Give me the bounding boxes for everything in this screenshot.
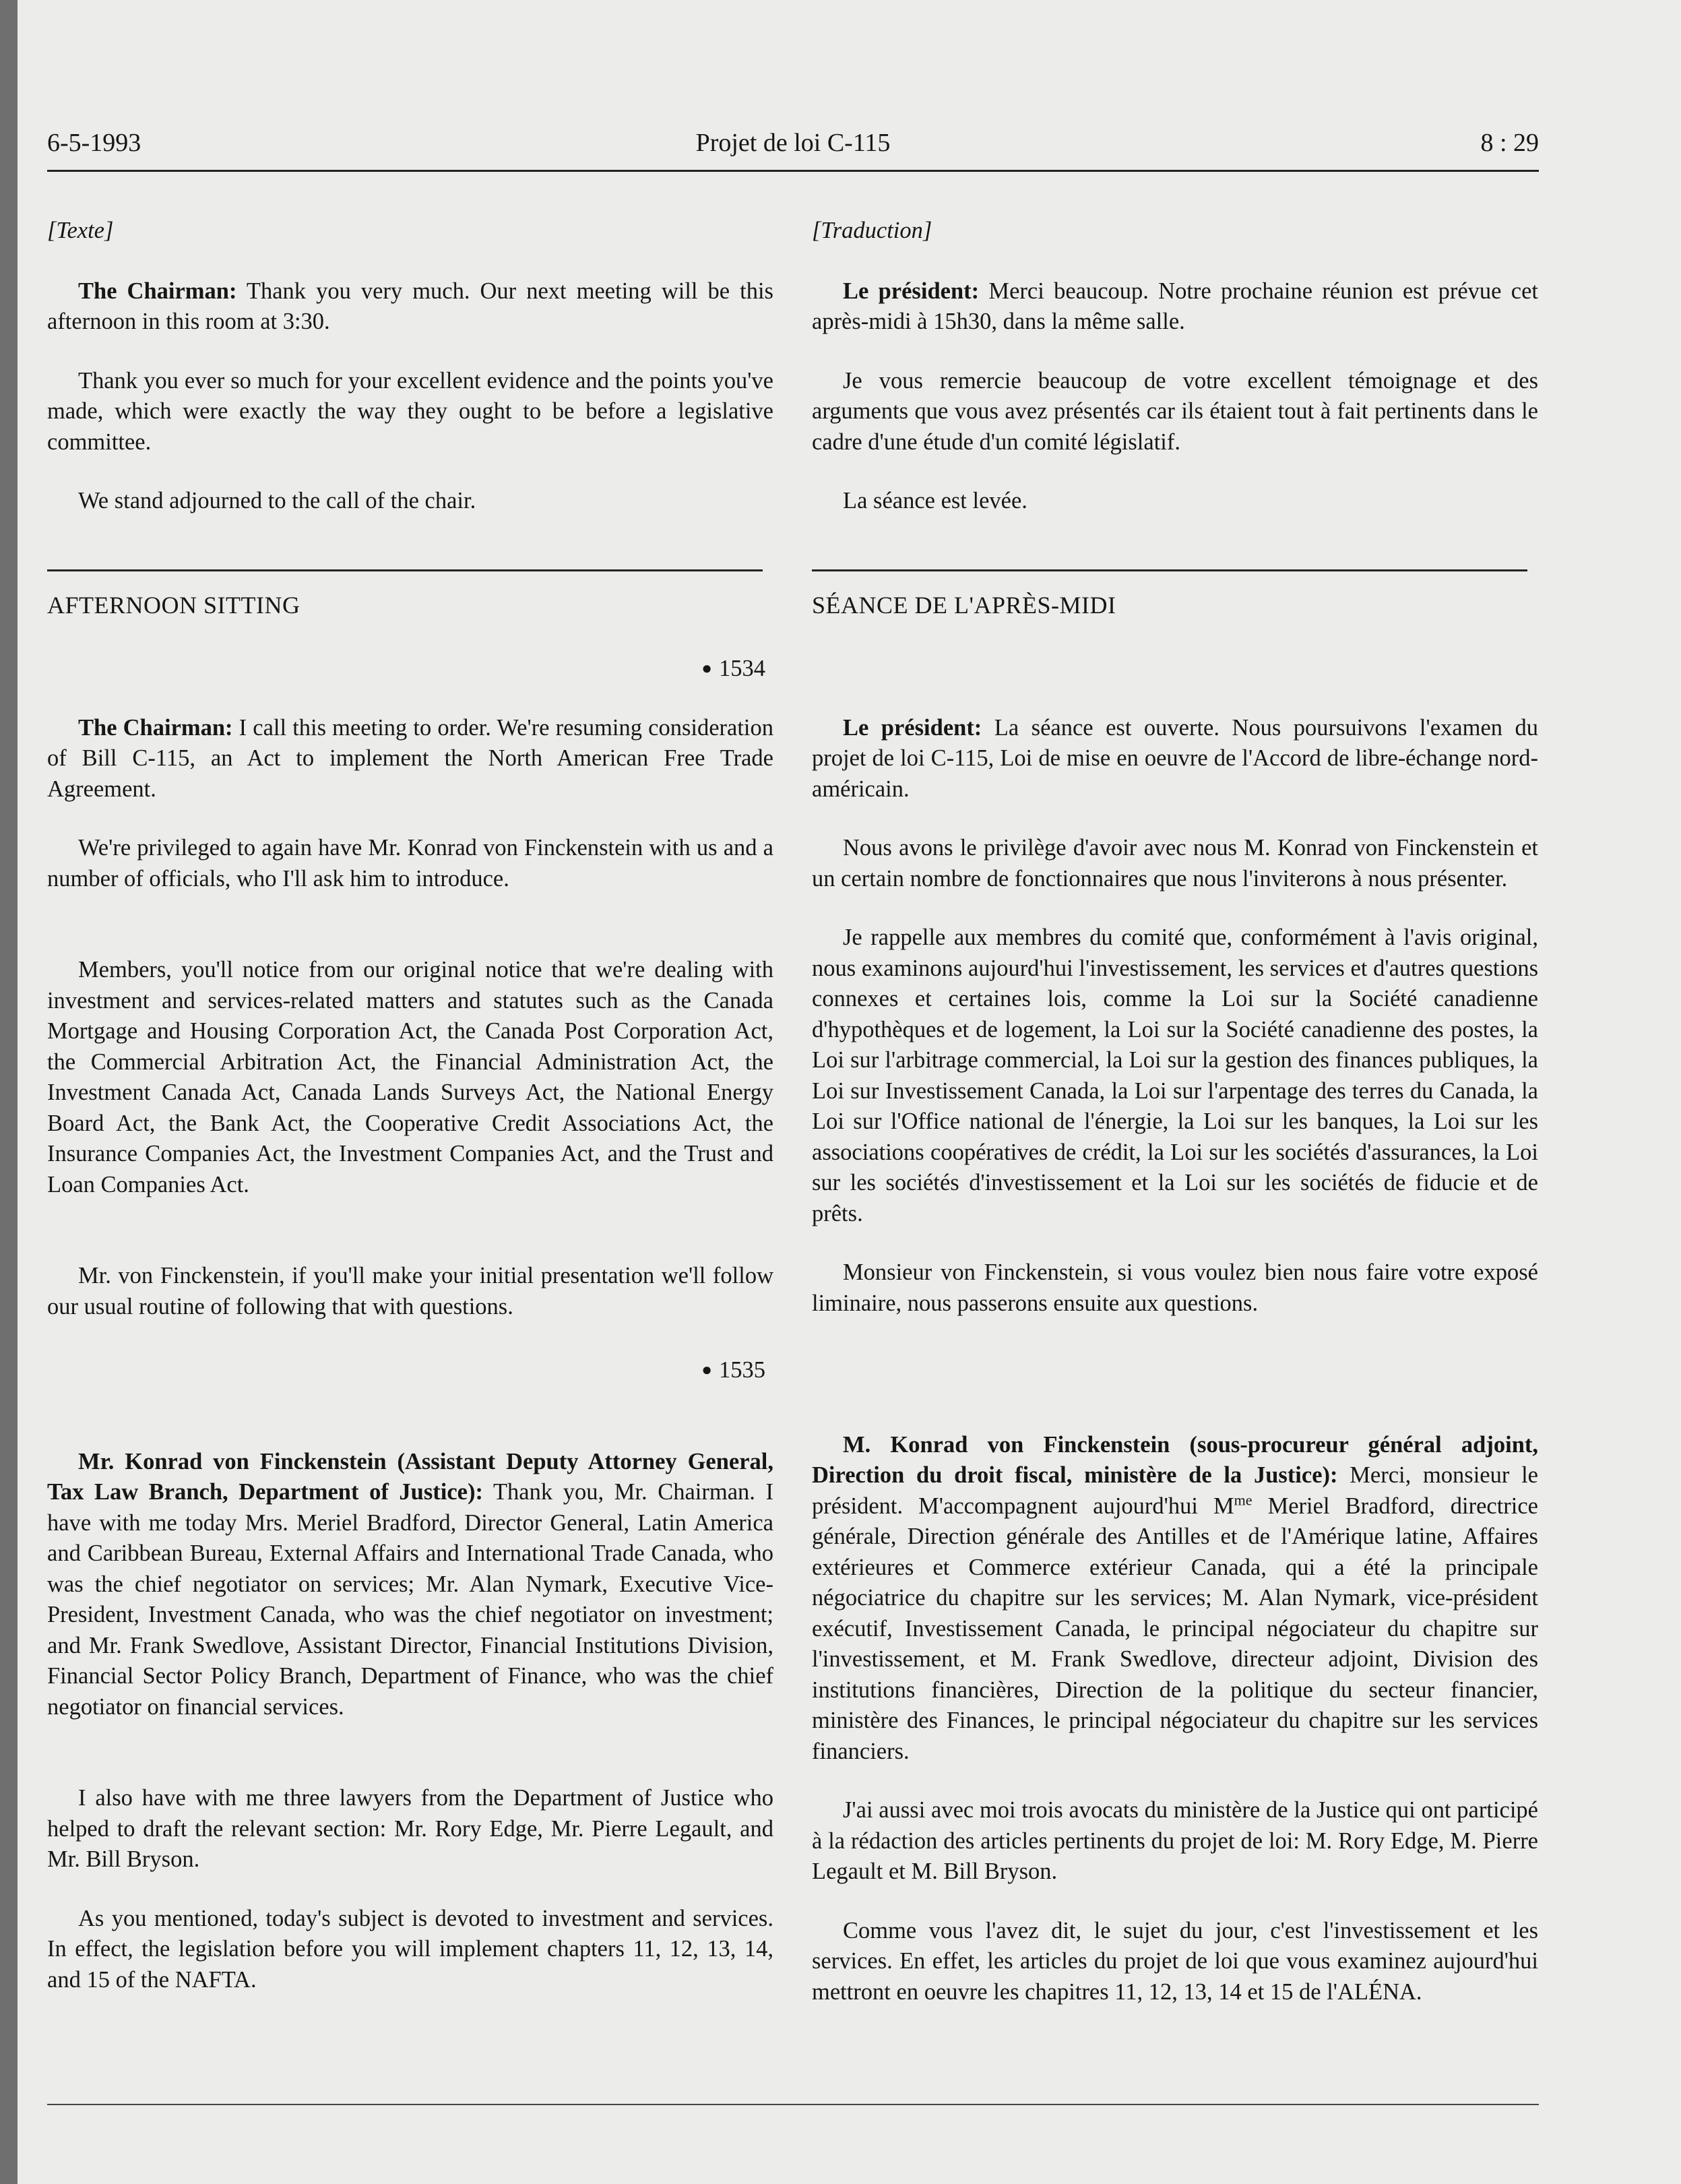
paragraph: We're privileged to again have Mr. Konrad von Finckenstein with us and a number of officials, who I'll ask him to introduce. — [47, 835, 773, 892]
paragraph: Nous avons le privilège d'avoir avec nous M. Konrad von Finckenstein et un certain nombre de fonctionnaires que nous l'inviterons à nous présenter. — [812, 835, 1538, 892]
section-title: AFTERNOON SITTING — [47, 591, 300, 619]
language-tag: [Traduction] — [812, 218, 932, 243]
paragraph — [47, 1447, 773, 1723]
paragraph: I also have with me three lawyers from the Department of Justice who helped to draft the relevant section: Mr. Rory Edge, Mr. Pierre Legault, and Mr. Bill Bryson. — [47, 1785, 773, 1872]
bullet-icon: ● — [701, 1360, 712, 1379]
binding-shadow — [0, 0, 18, 2184]
section-rule — [47, 569, 763, 571]
speech-text: La séance est ouverte. Nous poursuivons l'examen du projet de loi C-115, Loi de mise en oeuvre de l'Accord de libre-échange nord-américain. — [812, 714, 1538, 802]
paragraph — [47, 276, 773, 338]
paragraph — [812, 713, 1538, 805]
timestamp — [47, 1354, 773, 1386]
timestamp — [47, 653, 773, 685]
paragraph — [812, 276, 1538, 338]
paragraph: As you mentioned, today's subject is devoted to investment and services. In effect, the legislation before you will implement chapters 11, 12, 13, 14, and 15 of the NAFTA. — [47, 1905, 773, 1993]
timestamp-value: 1535 — [719, 1357, 765, 1383]
paragraph: We stand adjourned to the call of the chair. — [78, 488, 476, 513]
speech-text: I call this meeting to order. We're resuming consideration of Bill C-115, an Act to implement the North American Free Trade Agreement. — [47, 714, 773, 802]
speech-text: Merci beaucoup. Notre prochaine réunion est prévue cet après-midi à 15h30, dans la même salle. — [812, 278, 1538, 334]
language-tag: [Texte] — [47, 218, 114, 243]
paragraph: La séance est levée. — [843, 488, 1027, 513]
superscript: me — [1234, 1491, 1252, 1508]
timestamp-value: 1534 — [719, 656, 765, 681]
paragraph — [47, 713, 773, 805]
speaker-name: Mr. Konrad von Finckenstein (Assistant Deputy Attorney General, Tax Law Branch, Department of Justice): — [47, 1448, 773, 1505]
paragraph: Comme vous l'avez dit, le sujet du jour, c'est l'investissement et les services. En effet, les articles du projet de loi que vous examinez aujourd'hui mettront en oeuvre les chapitres 11, 12, 13, 14 et 15 de l'ALÉNA. — [812, 1917, 1538, 2005]
speaker-name: The Chairman: — [78, 714, 233, 741]
paragraph: Members, you'll notice from our original notice that we're dealing with investment and services-related matters and statutes such as the Canada Mortgage and Housing Corporation Act, the Canada Post Corporation Act, the Commercial Arbitration Act, the Financial Administration Act, the Investment Canada Act, Canada Lands Surveys Act, the National Energy Board Act, the Bank Act, the Cooperative Credit Associations Act, the Insurance Companies Act, the Investment Companies Act, and the Trust and Loan Companies Act. — [47, 957, 773, 1197]
document-page — [18, 0, 1681, 2184]
header-rule — [47, 170, 1539, 172]
header-date: 6-5-1993 — [47, 129, 141, 157]
paragraph: Mr. von Finckenstein, if you'll make your initial presentation we'll follow our usual routine of following that with questions. — [47, 1263, 773, 1319]
speech-text: Merci, monsieur le président. M'accompagnent aujourd'hui M — [812, 1462, 1538, 1519]
running-head — [47, 128, 1539, 168]
bullet-icon: ● — [701, 658, 712, 678]
speaker-name: Le président: — [843, 278, 980, 304]
speaker-name: The Chairman: — [78, 278, 237, 304]
section-rule — [812, 569, 1527, 571]
paragraph: Monsieur von Finckenstein, si vous voulez bien nous faire votre exposé liminaire, nous passerons ensuite aux questions. — [812, 1259, 1538, 1316]
paragraph — [812, 1430, 1538, 1768]
section-title: SÉANCE DE L'APRÈS-MIDI — [812, 591, 1116, 619]
header-title: Projet de loi C-115 — [695, 129, 891, 157]
speech-text: Thank you, Mr. Chairman. I have with me today Mrs. Meriel Bradford, Director General, Latin America and Caribbean Bureau, External Affairs and International Trade Canada, who was the chief negotiator on services; Mr. Alan Nymark, Executive Vice-President, Investment Canada, who was the chief negotiator on investment; and Mr. Frank Swedlove, Assistant Director, Financial Institutions Division, Financial Sector Policy Branch, Department of Finance, who was the chief negotiator on financial services. — [47, 1479, 773, 1720]
paragraph: J'ai aussi avec moi trois avocats du ministère de la Justice qui ont participé à la rédaction des articles pertinents du projet de loi: M. Rory Edge, M. Pierre Legault et M. Bill Bryson. — [812, 1797, 1538, 1884]
paragraph: Je rappelle aux membres du comité que, conformément à l'avis original, nous examinons aujourd'hui l'investissement, les services et d'autres questions connexes et certaines lois, comme la Loi sur la Société canadienne d'hypothèques et de logement, la Loi sur la Société canadienne des postes, la Loi sur l'arbitrage commercial, la Loi sur la gestion des finances publiques, la Loi sur Investissement Canada, la Loi sur l'arpentage des terres du Canada, la Loi sur l'Office national de l'énergie, la Loi sur les banques, la Loi sur les associations coopératives de crédit, la Loi sur les sociétés d'assurances, la Loi sur les sociétés d'investissement et la Loi sur les sociétés de fiducie et de prêts. — [812, 925, 1538, 1226]
header-page-number: 8 : 29 — [1480, 129, 1539, 157]
paragraph: Je vous remercie beaucoup de votre excellent témoignage et des arguments que vous avez présentés car ils étaient tout à fait pertinents dans le cadre d'une étude d'un comité législatif. — [812, 367, 1538, 455]
french-column — [812, 216, 1538, 2007]
speech-text: Thank you very much. Our next meeting will be this afternoon in this room at 3:30. — [47, 278, 773, 334]
bottom-rule — [47, 2104, 1539, 2105]
english-column — [47, 216, 773, 1995]
speaker-name: Le président: — [843, 714, 982, 741]
speech-text: Meriel Bradford, directrice générale, Direction générale des Antilles et de l'Amérique latine, Affaires extérieures et Commerce extérieur Canada, qui a été la principale négociatrice du chapitre sur les services; M. Alan Nymark, vice-président exécutif, Investissement Canada, le principal négociateur du chapitre sur l'investissement, et M. Frank Swedlove, directeur adjoint, Division des institutions financières, Direction de la politique du secteur financier, ministère des Finances, le principal négociateur du chapitre sur les services financiers. — [812, 1493, 1538, 1764]
speaker-name: M. Konrad von Finckenstein (sous-procureur général adjoint, Direction du droit fiscal, ministère de la Justice): — [812, 1431, 1538, 1488]
paragraph: Thank you ever so much for your excellent evidence and the points you've made, which were exactly the way they ought to be before a legislative committee. — [47, 367, 773, 455]
